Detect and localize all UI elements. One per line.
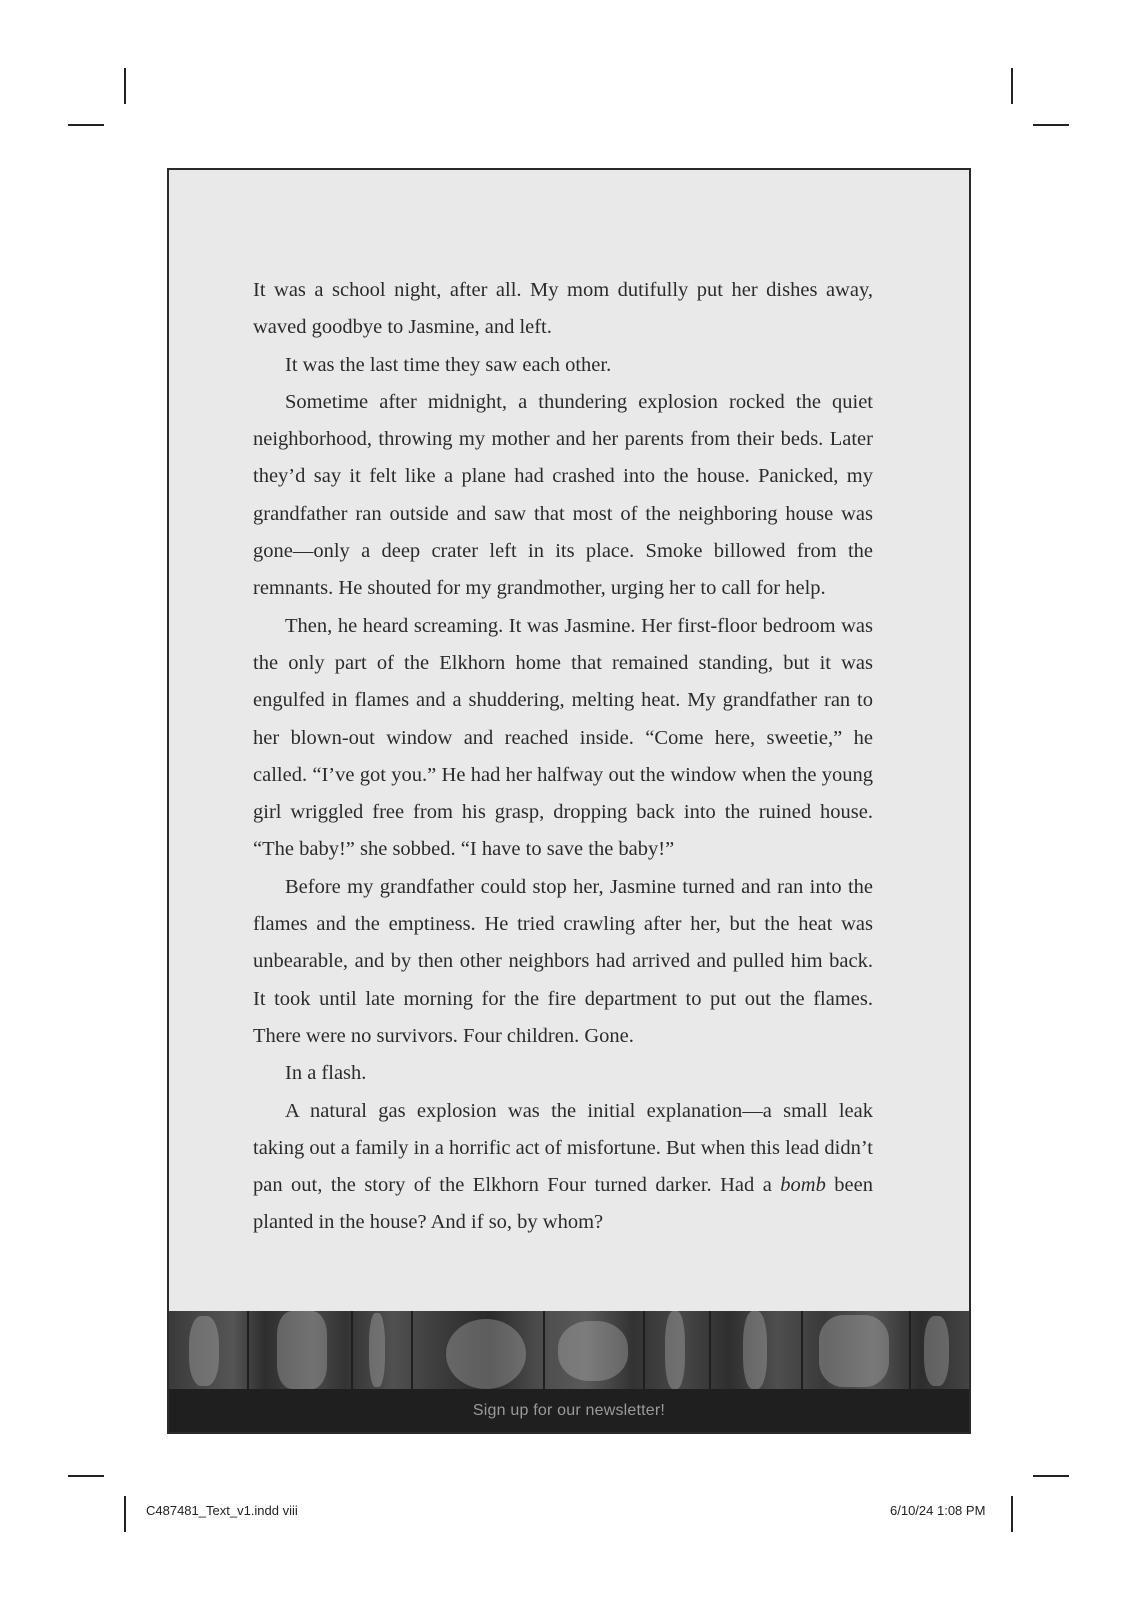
paragraph: It was a school night, after all. My mom dutifully put her dishes away, waved goodbye to Jasmine, and left. xyxy=(253,279,873,339)
xray-panel-skull xyxy=(411,1311,545,1389)
xray-panel-forearm xyxy=(643,1311,711,1389)
paragraph: It was the last time they saw each other. xyxy=(285,353,612,376)
xray-panel-edge xyxy=(909,1311,969,1389)
crop-mark-bottom-right-horizontal xyxy=(1033,1475,1069,1477)
paragraph-tail: been planted in the house? And if so, by whom? xyxy=(253,1174,873,1234)
crop-mark-bottom-right-vertical xyxy=(1011,1496,1013,1532)
xray-panel-arm xyxy=(351,1311,413,1389)
xray-panel-spine xyxy=(709,1311,803,1389)
crop-mark-top-left-horizontal xyxy=(68,124,104,126)
xray-panel-chest xyxy=(801,1311,911,1389)
emphasis-word: bomb xyxy=(780,1174,826,1197)
crop-mark-bottom-left-vertical xyxy=(124,1496,126,1532)
paragraph: Then, he heard screaming. It was Jasmine. Her first-floor bedroom was the only part of the Elkhorn home that remained standing, but it was engulfed in flames and a shuddering, melting heat. My grandfather ran to her blown-out window and reached inside. “Come here, sweetie,” he called. “I’ve got you.” He had her halfway out the window when the young girl wriggled free from his grasp, dropping back into the ruined house. “The baby!” she sobbed. “I have to save the baby!” xyxy=(253,614,873,861)
paragraph-lead: A natural gas explosion was the initial explanation—a small leak taking out a family in a horrific act of misfortune. But when this lead didn’t pan out, the story of the Elkhorn Four turned darker. Had a xyxy=(253,1099,873,1197)
xray-panel-pelvis xyxy=(543,1311,645,1389)
slug-timestamp: 6/10/24 1:08 PM xyxy=(890,1503,986,1518)
xray-image-strip xyxy=(169,1311,969,1389)
crop-mark-top-right-vertical xyxy=(1011,68,1013,104)
crop-mark-bottom-left-horizontal xyxy=(68,1475,104,1477)
xray-panel-knee xyxy=(169,1311,249,1389)
slug-filename: C487481_Text_v1.indd viii xyxy=(146,1503,298,1518)
newsletter-link[interactable]: Sign up for our newsletter! xyxy=(472,1401,666,1419)
paragraph: Sometime after midnight, a thundering explosion rocked the quiet neighborhood, throwing my mother and her parents from their beds. Later they’d say it felt like a plane had crashed into the house. Panicked, my grandfather ran outside and saw that most of the neighboring house was gone—only a deep crater left in its place. Smoke billowed from the remnants. He shouted for my grandmother, urging her to call for help. xyxy=(253,390,873,600)
book-page xyxy=(167,168,971,1434)
crop-mark-top-left-vertical xyxy=(124,68,126,104)
newsletter-banner[interactable] xyxy=(169,1389,969,1432)
paragraph: Before my grandfather could stop her, Jasmine turned and ran into the flames and the emptiness. He tried crawling after her, but the heat was unbearable, and by then other neighbors had arrived and pulled him back. It took until late morning for the fire department to put out the flames. There were no survivors. Four children. Gone. xyxy=(253,875,873,1047)
crop-mark-top-right-horizontal xyxy=(1033,124,1069,126)
xray-panel-ribs xyxy=(247,1311,353,1389)
body-text xyxy=(253,272,873,1242)
paragraph-final xyxy=(253,1093,873,1242)
paragraph: In a flash. xyxy=(285,1062,367,1085)
